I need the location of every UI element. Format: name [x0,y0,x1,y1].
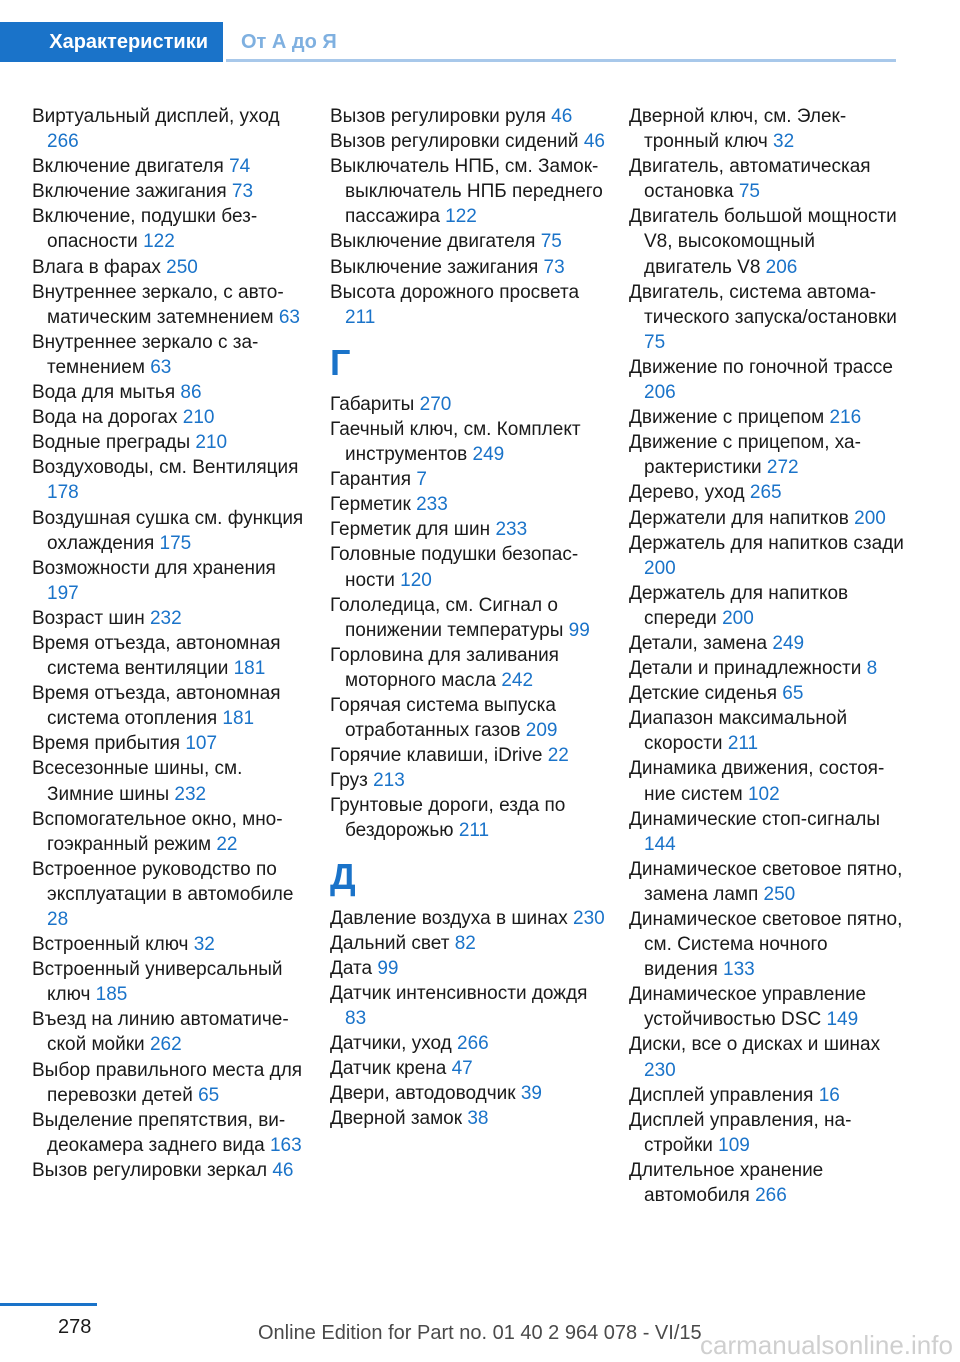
index-entry [32,255,307,280]
index-entry-text: Держатель для напитков спереди [629,582,849,629]
page-link[interactable]: 206 [765,256,798,278]
index-entry [629,631,904,656]
index-entry [330,981,605,1031]
page-link[interactable]: 211 [458,820,490,842]
page-link[interactable]: 233 [495,519,528,541]
index-column-1 [32,104,307,1183]
index-entry-text: Въезд на линию автоматической мойки [32,1009,289,1056]
page-link[interactable]: 265 [749,482,782,504]
page-link[interactable]: 75 [540,231,562,253]
page-link[interactable]: 209 [525,720,558,742]
page-number: 278 [58,1316,92,1338]
index-entry [629,907,904,982]
index-entry [629,430,904,480]
page-link[interactable]: 75 [738,181,760,203]
index-entry-text: Детали и принадлежности [629,658,867,680]
index-entry [32,330,307,380]
page-link[interactable]: 216 [829,407,862,429]
index-entry-text: Диапазон максимальной скорости [629,708,848,755]
page-link[interactable]: 102 [747,783,780,805]
index-entry-text: Выключение зажигания [330,256,544,278]
index-entry [629,706,904,756]
page-link[interactable]: 272 [766,457,799,479]
index-entry-text: Внутреннее зеркало, с автоматическим затемнением [32,281,284,328]
page-link[interactable]: 99 [568,619,590,641]
index-entry [32,606,307,631]
index-column-3 [629,104,904,1208]
index-entry [330,593,605,643]
index-entry-text: Динамические стоп-сигналы [629,808,880,830]
page-link[interactable]: 63 [278,306,300,328]
index-entry [629,982,904,1032]
index-entry [629,656,904,681]
index-entry-text: Динамическое управление устойчивостью DSC [629,984,867,1031]
index-entry [330,1031,605,1056]
index-entry-text: Длительное хранение автомобиля [629,1159,824,1207]
index-entry-text: Груз [330,770,374,792]
index-entry [330,542,605,592]
index-entry [32,681,307,731]
page-link[interactable]: 73 [543,256,565,278]
index-entry-text: Детские сиденья [629,683,783,705]
index-entry-text: Вода для мытья [32,382,181,404]
index-entry-text: Воздушная сушка см. функция охлаждения [32,507,304,554]
index-entry-text: Держатель для напитков сзади [629,532,904,554]
index-entry-text: Динамическое световое пятно, см. Система ночного видения [629,909,903,981]
index-entry [32,280,307,330]
page-link[interactable]: 163 [269,1134,302,1156]
index-entry [330,931,605,956]
index-entry [330,229,605,254]
index-entry [32,932,307,957]
index-entry [629,104,904,154]
index-entry-text: Движение с прицепом, характеристики [629,432,861,479]
index-entry-text: Герметик для шин [330,519,496,541]
index-entry-text: Всесезонные шины, см. Зимние шины [32,758,243,805]
page-link[interactable]: 266 [755,1185,787,1207]
index-entry [629,355,904,405]
page-link[interactable]: 16 [818,1084,840,1106]
index-entry [330,280,605,330]
page-link[interactable]: 122 [143,231,175,253]
page-link[interactable]: 107 [185,733,218,755]
index-entry [32,731,307,756]
index-entry-text: Давление воздуха в шинах [330,907,574,929]
page-link[interactable]: 74 [229,156,251,178]
index-entry-text: Детали, замена [629,632,773,654]
page-link[interactable]: 122 [445,206,477,228]
page-link[interactable]: 211 [727,733,759,755]
index-entry [32,1108,307,1158]
index-entry [629,280,904,355]
page-link[interactable]: 86 [180,382,202,404]
index-entry [330,643,605,693]
page-link[interactable]: 181 [222,708,255,730]
index-entry-text: Вызов регулировки сидений [330,131,584,153]
index-entry-text: Двигатель, автоматическая остановка [629,156,871,203]
index-entry-text: Горячая система выпуска отработанных газов [330,694,556,742]
index-entry-text: Грунтовые дороги, езда по бездорожью [330,795,566,842]
index-entry-text: Включение, подушки безопасности [32,206,258,253]
index-entry-text: Габариты [330,393,420,415]
index-entry-text: Диски, все о дисках и шинах [629,1034,881,1056]
index-entry [32,1158,307,1183]
index-entry [32,380,307,405]
index-entry-text: Выбор правильного места для перевозки детей [32,1059,303,1106]
index-entry-text: Дерево, уход [629,482,750,504]
page-link[interactable]: 266 [457,1033,489,1054]
index-entry [32,1058,307,1108]
index-entry-text: Встроенное руководство по эксплуатации в автомобиле [32,858,294,905]
index-entry-text: Встроенный ключ [32,934,194,956]
page-link[interactable]: 270 [419,393,452,415]
page-link[interactable]: 213 [373,770,405,792]
page-link[interactable]: 8 [866,658,878,680]
page-link[interactable]: 38 [467,1108,489,1130]
page-link[interactable]: 210 [195,432,228,454]
index-entry-text: Дверной ключ, см. Электронный ключ [629,106,847,153]
index-entry-text: Внутреннее зеркало с затемнением [32,331,259,378]
page-link[interactable]: 47 [451,1058,473,1080]
index-entry [330,1106,605,1131]
index-entry [32,204,307,254]
index-entry [32,430,307,455]
index-entry-text: Движение по гоночной трассе [629,356,893,378]
page-link[interactable]: 197 [47,582,79,604]
index-entry [629,581,904,631]
page-link[interactable]: 249 [772,632,805,654]
page-link[interactable]: 65 [198,1084,220,1106]
page-link[interactable]: 22 [547,745,569,767]
page-link[interactable]: 46 [551,106,573,127]
index-entry [32,857,307,932]
index-entry-text: Время прибытия [32,733,186,755]
index-entry [330,793,605,843]
page-link[interactable]: 32 [773,131,795,153]
page-link[interactable]: 242 [501,669,534,691]
index-entry-text: Включение двигателя [32,156,230,178]
index-entry-text: Дисплей управления, настройки [629,1109,852,1156]
index-entry-text: Двигатель, система автоматического запуска/остановки [629,281,897,328]
page-link[interactable]: 232 [149,607,182,629]
index-entry [629,807,904,857]
section-letter: Д [330,855,356,897]
index-column-2 [330,104,605,1131]
index-entry-text: Гаечный ключ, см. Комплект инструментов [330,418,581,466]
index-entry [629,531,904,581]
index-entry-text: Дверной замок [330,1108,468,1130]
index-entry [629,405,904,430]
index-entry-text: Двигатель большой мощности V8, высокомощный двигатель V8 [629,206,897,278]
index-entry-text: Датчик интенсивности дождя [330,982,588,1004]
page-link[interactable]: 82 [454,932,476,954]
index-entry-text: Головные подушки безопасности [330,544,579,591]
page-link[interactable]: 32 [193,934,215,956]
page-link[interactable]: 200 [644,557,676,579]
page-link[interactable]: 250 [166,256,198,278]
page-link[interactable]: 178 [47,482,79,504]
page-link[interactable]: 109 [718,1134,750,1156]
page-link[interactable]: 200 [722,607,754,629]
page-link[interactable]: 181 [233,658,266,680]
index-entry [32,455,307,505]
index-entry [330,255,605,280]
page-link[interactable]: 206 [644,382,676,404]
index-entry [330,768,605,793]
index-entry [629,154,904,204]
index-entry-text: Выключение двигателя [330,231,541,253]
index-entry-text: Время отъезда, автономная система вентиляции [32,632,281,680]
index-entry-text: Дальний свет [330,932,455,954]
page-link[interactable]: 63 [150,356,172,378]
index-entry-text: Возможности для хранения [32,557,276,579]
index-entry [32,1007,307,1057]
page-link[interactable]: 120 [400,569,432,591]
index-entry [32,756,307,806]
index-entry [629,1032,904,1082]
index-entry-text: Держатели для напитков [629,507,855,529]
index-entry-text: Динамика движения, состояние систем [629,758,885,805]
index-entry-text: Возраст шин [32,607,150,629]
page-link[interactable]: 230 [573,907,605,929]
page-link[interactable]: 200 [854,507,886,529]
index-entry [330,743,605,768]
index-entry [32,104,307,154]
page-link[interactable]: 250 [763,883,796,905]
index-entry [629,204,904,279]
index-entry-text: Виртуальный дисплей, уход [32,106,280,127]
index-entry-text: Герметик [330,494,417,516]
index-entry [330,467,605,492]
page-link[interactable]: 133 [723,959,755,981]
footer-accent-line [0,1303,97,1306]
index-entry [629,480,904,505]
page-link[interactable]: 39 [520,1083,542,1105]
index-entry-text: Воздуховоды, см. Вентиляция [32,457,299,479]
index-entry-text: Влага в фарах [32,256,167,278]
index-entry-text: Датчики, уход [330,1033,458,1054]
index-entry-text: Вода на дорогах [32,407,183,429]
page-link[interactable]: 211 [345,306,376,328]
index-entry [330,104,605,129]
index-entry [32,506,307,556]
index-entry-text: Встроенный универсальный ключ [32,959,283,1006]
index-entry [32,807,307,857]
header-tabs [0,22,896,62]
page-link[interactable]: 232 [174,783,207,805]
index-entry [32,405,307,430]
page-link[interactable]: 262 [149,1034,182,1056]
page-link[interactable]: 144 [644,833,676,855]
index-entry [32,154,307,179]
page-link[interactable]: 73 [231,181,254,203]
index-entry-text: Движение с прицепом [629,407,830,429]
index-entry-text: Датчик крена [330,1058,452,1080]
index-entry [330,492,605,517]
index-entry [32,957,307,1007]
index-entry [330,129,605,154]
tab-characteristics[interactable]: Характеристики [0,22,223,62]
index-entry [330,392,605,417]
index-entry [629,681,904,706]
page-link[interactable]: 22 [216,833,238,855]
page-link[interactable]: 46 [272,1159,294,1181]
section-letter: Г [330,341,351,383]
index-entry-text: Дисплей управления [629,1084,819,1106]
index-entry [330,906,605,931]
index-entry-text: Дата [330,957,378,979]
index-entry-text: Горловина для заливания моторного масла [330,644,559,691]
index-entry-text: Включение зажигания [32,181,232,203]
page-link[interactable]: 230 [644,1059,676,1081]
index-entry [330,1081,605,1106]
index-entry-text: Вспомогательное окно, многоэкранный режим [32,808,283,855]
page-link[interactable]: 99 [377,957,399,979]
page-link[interactable]: 7 [416,469,427,491]
index-entry [330,417,605,467]
index-entry [330,517,605,542]
index-entry-text: Гарантия [330,469,417,491]
index-entry [32,631,307,681]
index-entry [32,556,307,606]
index-entry-text: Вызов регулировки зеркал [32,1159,273,1181]
index-entry [629,1108,904,1158]
index-entry-text: Выделение препятствия, видеокамера заднего вида [32,1109,286,1156]
index-entry-text: Гололедица, см. Сигнал о понижении температуры [330,594,569,641]
index-entry [330,956,605,981]
page-link[interactable]: 46 [583,131,605,153]
index-entry-text: Динамическое световое пятно, замена ламп [629,858,903,905]
index-entry [330,693,605,743]
index-entry-text: Водные преграды [32,432,196,454]
index-entry-text: Горячие клавиши, iDrive [330,745,548,767]
page-link[interactable]: 65 [782,683,804,705]
index-entry [629,1158,904,1208]
index-entry-text: Выключатель НПБ, см. Замок-выключатель НПБ переднего пассажира [330,156,603,228]
index-entry-text: Двери, автодоводчик [330,1083,521,1105]
tab-a-to-z[interactable]: От А до Я [226,22,896,62]
page-link[interactable]: 266 [47,131,79,153]
page-link[interactable]: 75 [644,331,666,353]
index-entry [629,857,904,907]
index-entry [629,506,904,531]
page-link[interactable]: 249 [472,444,505,466]
index-entry-text: Вызов регулировки руля [330,106,552,127]
page-link[interactable]: 233 [416,494,448,516]
page-link[interactable]: 83 [345,1007,367,1029]
index-entry-text: Время отъезда, автономная система отопления [32,683,281,730]
index-entry [330,1056,605,1081]
index-entry [629,1083,904,1108]
index-entry-text: Высота дорожного просвета [330,281,580,303]
edition-text: Online Edition for Part no. 01 40 2 964 078 - VI/15 [258,1322,702,1344]
watermark: carmanualsonline.info [700,1330,953,1360]
page-link[interactable]: 210 [182,407,215,429]
page-link[interactable]: 28 [47,909,69,930]
page-link[interactable]: 185 [95,984,128,1006]
index-entry [629,756,904,806]
index-entry [32,179,307,204]
index-entry [330,154,605,229]
page-link[interactable]: 175 [159,532,192,554]
page-link[interactable]: 149 [826,1009,859,1031]
